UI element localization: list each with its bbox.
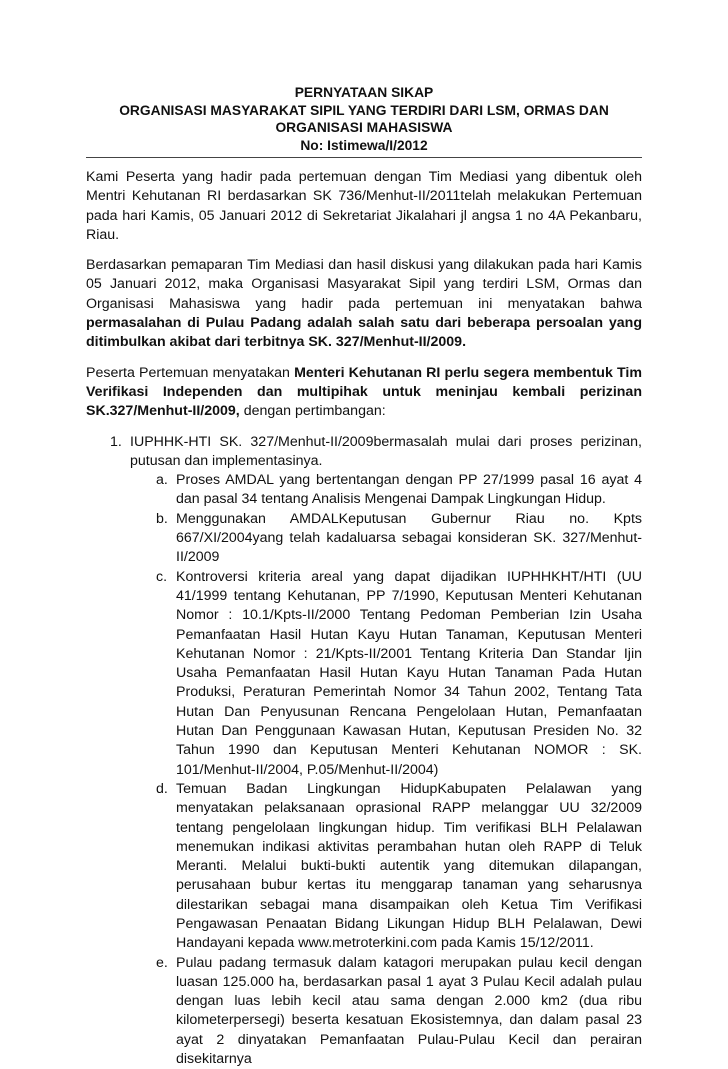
paragraph-demand-text-start: Peserta Pertemuan menyatakan [86, 364, 295, 381]
list-item-number: 1. [110, 433, 122, 450]
sub-list-marker: e. [156, 954, 168, 971]
sub-list-marker: b. [156, 510, 168, 527]
sub-list-item-e [130, 954, 642, 1069]
paragraph-statement-bold: permasalahan di Pulau Padang adalah salah satu dari beberapa persoalan yang ditimbulkan akibat dari terbitnya SK. 327/Menhut-II/2009. [86, 315, 642, 351]
list-item-text: IUPHHK-HTI SK. 327/Menhut-II/2009bermasalah mulai dari proses perizinan, putusan dan implementasinya. [130, 433, 642, 469]
paragraph-intro: Kami Peserta yang hadir pada pertemuan dengan Tim Mediasi yang dibentuk oleh Mentri Kehutanan RI berdasarkan SK 736/Menhut-II/2011telah melakukan Pertemuan pada hari Kamis, 05 Januari 2012 di Sekretariat Jikalahari jl angsa 1 no 4A Pekanbaru, Riau. [86, 169, 642, 243]
list-item [86, 433, 642, 1069]
header-subtitle-line1: ORGANISASI MASYARAKAT SIPIL YANG TERDIRI DARI LSM, ORMAS DAN [119, 102, 609, 118]
paragraph-demand [86, 364, 642, 422]
paragraph-statement-text: Berdasarkan pemaparan Tim Mediasi dan hasil diskusi yang dilakukan pada hari Kamis 05 Januari 2012, maka Organisasi Masyarakat Sipil yang terdiri LSM, Ormas dan Organisasi Mahasiswa yang hadir pada pertemuan ini menyatakan bahwa [86, 257, 642, 312]
sub-list-text: Temuan Badan Lingkungan HidupKabupaten Pelalawan yang menyatakan pelaksanaan oprasional RAPP melanggar UU 32/2009 tentang pengelolaan lingkungan hidup. Tim verifikasi BLH Pelalawan menemukan indikasi aktivitas perambahan hutan oleh RAPP di Teluk Meranti. Melalui bukti-bukti autentik yang ditemukan dilapangan, perusahaan bubur kertas itu menggarap tanaman yang seharusnya dilestarikan sebagai mana disampaikan oleh Ketua Tim Verifikasi Pengawasan Penaatan Bidang Likungan Hidup BLH Pelalawan, Dewi Handayani kepada www.metroterkini.com pada Kamis 15/12/2011. [176, 780, 642, 952]
sub-list-text: Kontroversi kriteria areal yang dapat dijadikan IUPHHKHT/HTI (UU 41/1999 tentang Kehutanan, PP 7/1990, Keputusan Menteri Kehutanan Nomor : 10.1/Kpts-II/2000 Tentang Pedoman Pemberian Izin Usaha Pemanfaatan Hasil Hutan Kayu Hutan Tanaman, Keputusan Menteri Kehutanan Nomor : 21/Kpts-II/2001 Tentang Kriteria Dan Standar Ijin Usaha Pemanfaatan Hasil Hutan Kayu Hutan Tanaman Pada Hutan Produksi, Peraturan Pemerintah Nomor 34 Tahun 2002, Tentang Tata Hutan Dan Penyusunan Rencana Pengelolaan Hutan, Pemanfaatan Hutan Dan Penggunaan Kawasan Hutan, Keputusan Presiden No. 32 Tahun 1990 dan Keputusan Menteri Kehutanan NOMOR : SK. 101/Menhut-II/2004, P.05/Menhut-II/2004) [176, 568, 642, 778]
sub-list-item-b [130, 510, 642, 568]
sub-list-item-a [130, 471, 642, 510]
sub-list-text: Proses AMDAL yang bertentangan dengan PP 27/1999 pasal 16 ayat 4 dan pasal 34 tentang Analisis Mengenai Dampak Lingkungan Hidup. [176, 472, 642, 508]
sub-list-item-c [130, 568, 642, 780]
paragraph-demand-text-end: dengan pertimbangan: [239, 403, 386, 420]
header-subtitle-line2: ORGANISASI MAHASISWA [275, 120, 453, 135]
sub-list-item-d [130, 780, 642, 954]
sub-list [130, 471, 642, 1069]
sub-list-text: Menggunakan AMDALKeputusan Gubernur Riau no. Kpts 667/XI/2004yang telah kadaluarsa sebagai konsideran SK. 327/Menhut-II/2009 [176, 510, 642, 566]
header-title: PERNYATAAN SIKAP [294, 85, 434, 100]
sub-list-marker: c. [156, 568, 168, 585]
header-number: No: Istimewa/I/2012 [300, 137, 428, 153]
document-header [86, 84, 642, 154]
considerations-list [86, 433, 642, 1069]
sub-list-marker: a. [156, 472, 168, 489]
sub-list-marker: d. [156, 780, 168, 797]
paragraph-statement [86, 256, 642, 352]
header-divider [86, 157, 642, 158]
sub-list-text: Pulau padang termasuk dalam katagori merupakan pulau kecil dengan luasan 125.000 ha, berdasarkan pasal 1 ayat 3 Pulau Kecil adalah pulau dengan luas lebih kecil atau sama dengan 2.000 km2 (dua ribu kilometerpersegi) beserta kesatuan Ekosistemnya, dan dalam pasal 23 ayat 2 dinyatakan Pemanfaatan Pulau-Pulau Kecil dan perairan disekitarnya [176, 954, 642, 1068]
paragraph-demand-bold: Menteri Kehutanan RI perlu segera membentuk Tim Verifikasi Independen dan multipihak untuk meninjau kembali perizinan SK.327/Menhut-II/2009, [86, 364, 642, 420]
